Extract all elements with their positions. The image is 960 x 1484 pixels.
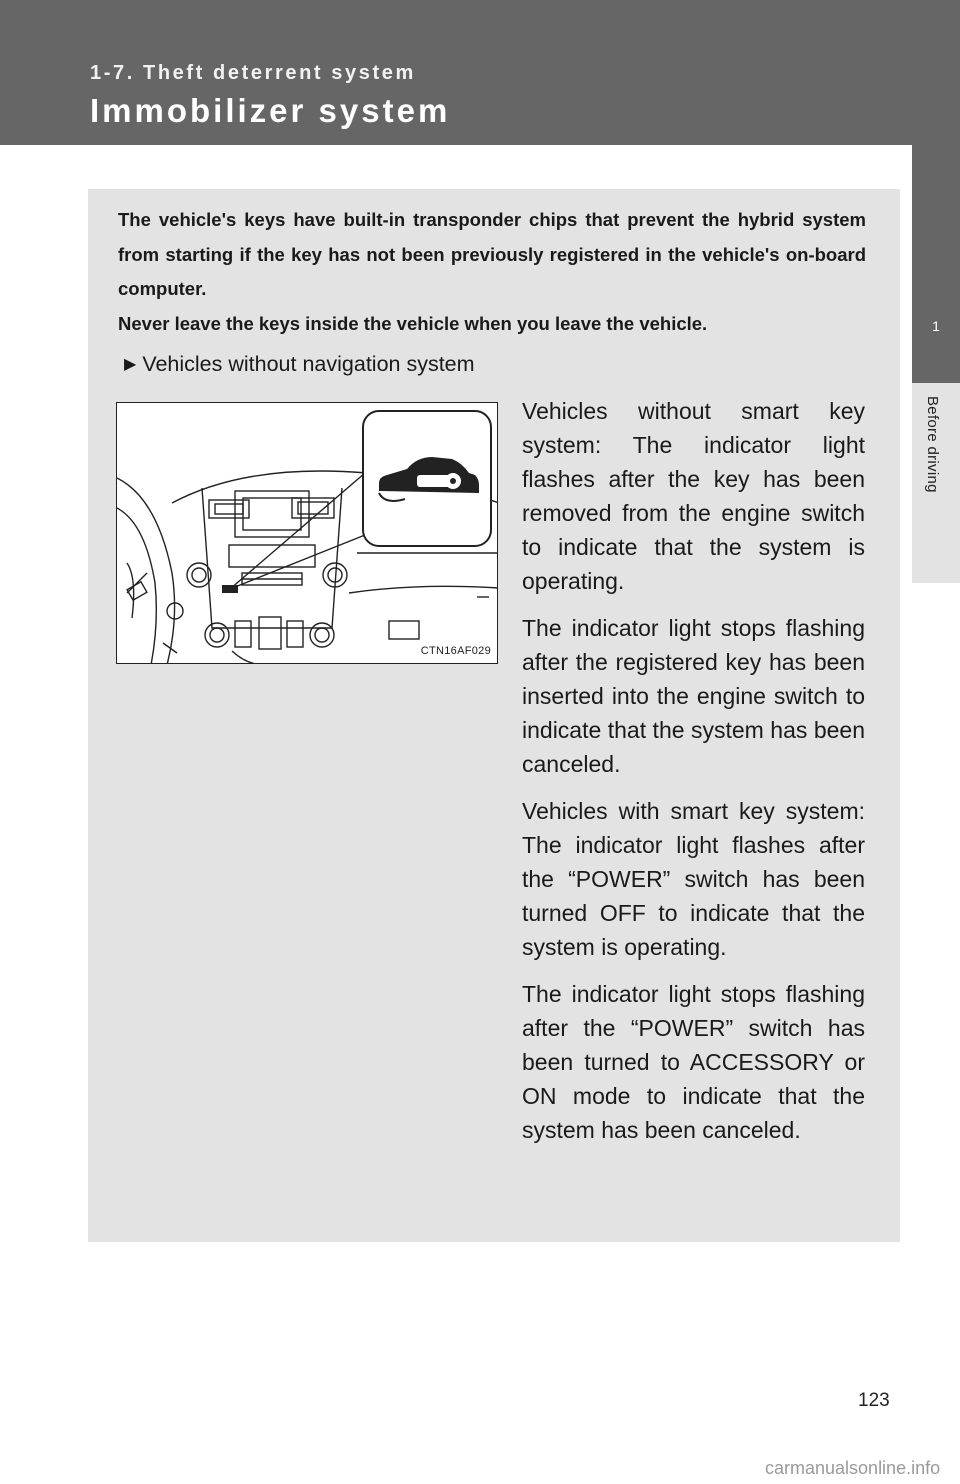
body-paragraph: Vehicles without smart key system: The indicator light flashes after the key has been removed from the engine switch to indicate that the system is operating. (522, 398, 865, 594)
body-text (522, 394, 865, 1160)
subsection-heading (124, 352, 475, 377)
body-paragraph: The indicator light stops flashing after the “POWER” switch has been turned to ACCESSORY or ON mode to indicate that the system has been canceled. (522, 981, 865, 1143)
intro-text (118, 203, 866, 341)
warning-paragraph: Never leave the keys inside the vehicle when you leave the vehicle. (118, 312, 708, 334)
section-label: 1-7. Theft deterrent system (90, 62, 416, 84)
chapter-number: 1 (932, 318, 940, 334)
chapter-header (0, 0, 960, 145)
page-title: Immobilizer system (90, 92, 451, 129)
figure-code: CTN16AF029 (420, 645, 491, 657)
body-paragraph: The indicator light stops flashing after the registered key has been inserted into the engine switch to indicate that the system has been canceled. (522, 615, 865, 777)
dashboard-drawing (117, 403, 498, 664)
dashboard-illustration (116, 402, 498, 664)
body-paragraph: Vehicles with smart key system: The indicator light flashes after the “POWER” switch has been turned OFF to indicate that the system is operating. (522, 798, 865, 960)
subsection-label: Vehicles without navigation system (142, 352, 475, 376)
intro-paragraph: The vehicle's keys have built-in transponder chips that prevent the hybrid system from starting if the key has not been previously registered in the vehicle's on-board computer. (118, 209, 866, 299)
page-number: 123 (858, 1390, 890, 1411)
bullet-triangle-icon: ▶ (124, 356, 137, 373)
watermark: carmanualsonline.info (765, 1458, 941, 1478)
chapter-tab (912, 145, 960, 383)
chapter-label: Before driving (924, 396, 941, 493)
